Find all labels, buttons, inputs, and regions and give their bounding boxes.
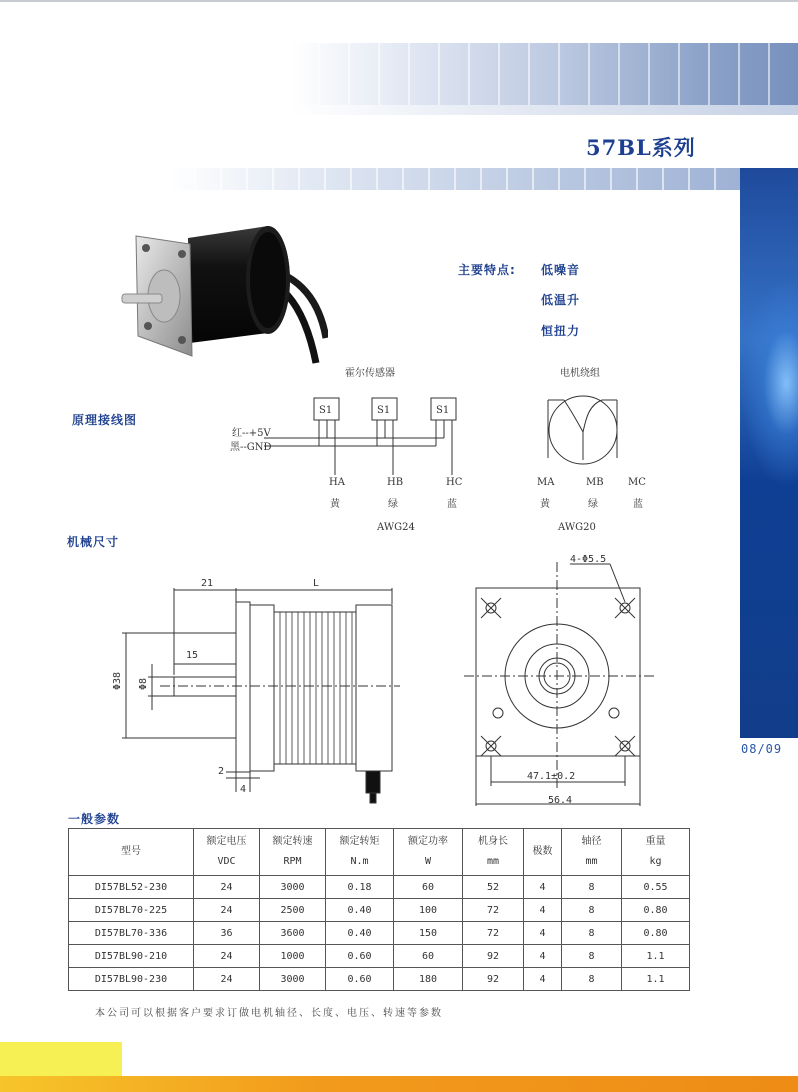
cell-torque: 0.40 — [326, 899, 394, 922]
table-row — [69, 899, 690, 922]
cell-weight: 1.1 — [622, 968, 690, 991]
cell-speed: 3000 — [260, 876, 326, 899]
hall-sensor-a: S1 — [319, 405, 333, 416]
right-blue-sidebar — [740, 168, 798, 738]
cell-poles: 4 — [524, 922, 562, 945]
header-shaft-diameter: 轴径 mm — [562, 829, 622, 876]
side-view-drawing — [100, 560, 410, 810]
motor-lead-color-blue: 蓝 — [633, 499, 643, 510]
cell-power: 60 — [394, 876, 463, 899]
mounting-hole-spec: 4-Φ5.5 — [570, 554, 607, 565]
dim-length: L — [313, 578, 320, 589]
cell-poles: 4 — [524, 876, 562, 899]
front-view-drawing — [460, 552, 660, 808]
cell-weight: 0.80 — [622, 899, 690, 922]
cell-model: DI57BL52-230 — [69, 876, 194, 899]
header-poles: 极数 — [524, 829, 562, 876]
cell-shaft: 8 — [562, 968, 622, 991]
cell-torque: 0.60 — [326, 968, 394, 991]
motor-lead-ma: MA — [537, 477, 555, 488]
feature-low-temp-rise: 低温升 — [541, 293, 581, 307]
wiring-section-title: 原理接线图 — [72, 413, 138, 427]
hall-sensor-b: S1 — [377, 405, 391, 416]
title-underline-band — [170, 168, 740, 190]
cell-shaft: 8 — [562, 922, 622, 945]
mechanical-section-title: 机械尺寸 — [67, 535, 120, 549]
header-weight: 重量 kg — [622, 829, 690, 876]
cell-torque: 0.60 — [326, 945, 394, 968]
cell-model: DI57BL90-210 — [69, 945, 194, 968]
params-section-title: 一般参数 — [68, 812, 121, 826]
page-number: 08/09 — [741, 742, 783, 756]
dim-flange-width: 56.4 — [548, 795, 573, 806]
header-gradient-band — [290, 43, 798, 105]
hall-lead-hc: HC — [446, 477, 463, 488]
cell-weight: 1.1 — [622, 945, 690, 968]
cell-length: 72 — [463, 899, 524, 922]
hall-sensor-c: S1 — [436, 405, 450, 416]
hall-lead-color-blue: 蓝 — [447, 499, 457, 510]
cell-weight: 0.55 — [622, 876, 690, 899]
cell-length: 92 — [463, 945, 524, 968]
hall-wire-gauge: AWG24 — [377, 522, 415, 532]
dim-phi8: Φ8 — [138, 677, 149, 690]
dim-hole-spacing: 47.1±0.2 — [527, 771, 576, 782]
params-table — [68, 828, 690, 991]
motor-lead-mb: MB — [586, 477, 604, 488]
cell-shaft: 8 — [562, 945, 622, 968]
series-title: 57BL系列 — [586, 135, 696, 160]
table-row — [69, 968, 690, 991]
header-model: 型号 — [69, 829, 194, 876]
dim-phi38: Φ38 — [112, 671, 123, 690]
header-voltage: 额定电压 VDC — [194, 829, 260, 876]
cell-speed: 3000 — [260, 968, 326, 991]
cell-model: DI57BL70-336 — [69, 922, 194, 945]
wiring-diagram — [224, 360, 664, 532]
hall-lead-color-yellow: 黄 — [330, 499, 340, 510]
motor-winding-title: 电机绕组 — [560, 368, 600, 379]
features-label: 主要特点: — [458, 263, 516, 277]
dim-21: 21 — [201, 578, 214, 589]
cell-torque: 0.18 — [326, 876, 394, 899]
cell-power: 180 — [394, 968, 463, 991]
cell-speed: 1000 — [260, 945, 326, 968]
cell-voltage: 24 — [194, 968, 260, 991]
cell-poles: 4 — [524, 968, 562, 991]
table-row — [69, 876, 690, 899]
dim-4: 4 — [240, 784, 247, 795]
cell-length: 92 — [463, 968, 524, 991]
header-power: 额定功率 W — [394, 829, 463, 876]
header-torque: 额定转矩 N.m — [326, 829, 394, 876]
hall-lead-color-green: 绿 — [388, 499, 398, 510]
footer-orange-bar — [0, 1076, 798, 1092]
feature-low-noise: 低噪音 — [541, 263, 581, 277]
header-speed: 额定转速 RPM — [260, 829, 326, 876]
cell-voltage: 36 — [194, 922, 260, 945]
cell-torque: 0.40 — [326, 922, 394, 945]
customization-note: 本公司可以根据客户要求订做电机轴径、长度、电压、转速等参数 — [95, 1008, 443, 1019]
motor-lead-color-yellow: 黄 — [540, 499, 550, 510]
table-row — [69, 922, 690, 945]
header-body-length: 机身长 mm — [463, 829, 524, 876]
cell-power: 150 — [394, 922, 463, 945]
feature-constant-torque: 恒扭力 — [541, 324, 581, 338]
dim-15: 15 — [186, 650, 199, 661]
cell-speed: 2500 — [260, 899, 326, 922]
cell-poles: 4 — [524, 945, 562, 968]
dim-2: 2 — [218, 766, 225, 777]
hall-lead-hb: HB — [387, 477, 404, 488]
power-positive-label: 红--+5V — [232, 428, 271, 439]
cell-voltage: 24 — [194, 945, 260, 968]
cell-length: 72 — [463, 922, 524, 945]
table-row — [69, 945, 690, 968]
cell-model: DI57BL70-225 — [69, 899, 194, 922]
cell-poles: 4 — [524, 899, 562, 922]
cell-model: DI57BL90-230 — [69, 968, 194, 991]
cell-power: 60 — [394, 945, 463, 968]
hall-lead-ha: HA — [329, 477, 345, 488]
power-ground-label: 黑--GND — [230, 442, 272, 453]
cell-power: 100 — [394, 899, 463, 922]
motor-lead-color-green: 绿 — [588, 499, 598, 510]
cell-speed: 3600 — [260, 922, 326, 945]
motor-wire-gauge: AWG20 — [558, 522, 596, 532]
motor-photo — [118, 218, 328, 366]
table-header-row — [69, 829, 690, 876]
top-border-line — [0, 0, 798, 2]
header-gradient-band-lower — [290, 105, 798, 115]
cell-voltage: 24 — [194, 876, 260, 899]
hall-sensor-title: 霍尔传感器 — [345, 368, 395, 379]
cell-length: 52 — [463, 876, 524, 899]
cell-shaft: 8 — [562, 876, 622, 899]
cell-voltage: 24 — [194, 899, 260, 922]
motor-lead-mc: MC — [628, 477, 646, 488]
cell-weight: 0.80 — [622, 922, 690, 945]
footer-yellow-block — [0, 1042, 122, 1076]
cell-shaft: 8 — [562, 899, 622, 922]
